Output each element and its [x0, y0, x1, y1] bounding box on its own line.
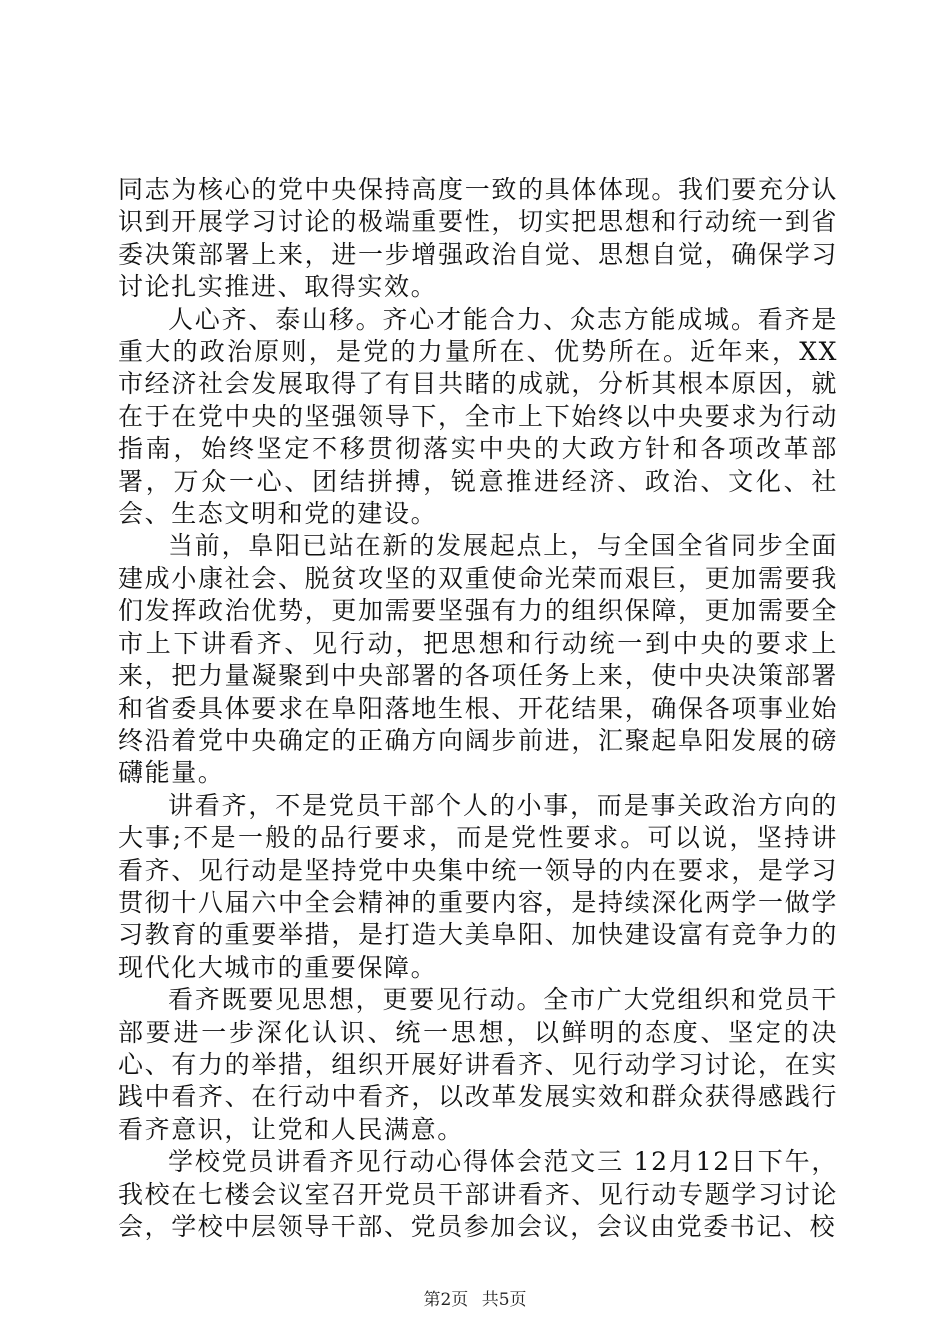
- document-body: [118, 174, 838, 1243]
- page-footer: [0, 1285, 950, 1310]
- page-number: 第2页: [423, 1290, 469, 1310]
- paragraph: 学校党员讲看齐见行动心得体会范文三 12月12日下午，我校在七楼会议室召开党员干部讲看齐、见行动专题学习讨论会，学校中层领导干部、党员参加会议，会议由党委书记、校: [118, 1147, 838, 1241]
- paragraph-continuation: 同志为核心的党中央保持高度一致的具体体现。我们要充分认识到开展学习讨论的极端重要性，切实把思想和行动统一到省委决策部署上来，进一步增强政治自觉、思想自觉，确保学习讨论扎实推进、取得实效。: [118, 175, 838, 302]
- paragraph: 当前，阜阳已站在新的发展起点上，与全国全省同步全面建成小康社会、脱贫攻坚的双重使命光荣而艰巨，更加需要我们发挥政治优势，更加需要坚强有力的组织保障，更加需要全市上下讲看齐、见行动，把思想和行动统一到中央的要求上来，把力量凝聚到中央部署的各项任务上来，使中央决策部署和省委具体要求在阜阳落地生根、开花结果，确保各项事业始终沿着党中央确定的正确方向阔步前进，汇聚起阜阳发展的磅礴能量。: [118, 531, 838, 788]
- paragraph: 人心齐、泰山移。齐心才能合力、众志方能成城。看齐是重大的政治原则，是党的力量所在、优势所在。近年来，XX市经济社会发展取得了有目共睹的成就，分析其根本原因，就在于在党中央的坚强领导下，全市上下始终以中央要求为行动指南，始终坚定不移贯彻落实中央的大政方针和各项改革部署，万众一心、团结拼搏，锐意推进经济、政治、文化、社会、生态文明和党的建设。: [118, 304, 838, 529]
- paragraph: 看齐既要见思想，更要见行动。全市广大党组织和党员干部要进一步深化认识、统一思想，以鲜明的态度、坚定的决心、有力的举措，组织开展好讲看齐、见行动学习讨论，在实践中看齐、在行动中看齐，以改革发展实效和群众获得感践行看齐意识，让党和人民满意。: [118, 985, 838, 1144]
- page-total: 共5页: [481, 1290, 527, 1310]
- paragraph: 讲看齐，不是党员干部个人的小事，而是事关政治方向的大事;不是一般的品行要求，而是党性要求。可以说，坚持讲看齐、见行动是坚持党中央集中统一领导的内在要求，是学习贯彻十八届六中全会精神的重要内容，是持续深化两学一做学习教育的重要举措，是打造大美阜阳、加快建设富有竞争力的现代化大城市的重要保障。: [118, 790, 838, 982]
